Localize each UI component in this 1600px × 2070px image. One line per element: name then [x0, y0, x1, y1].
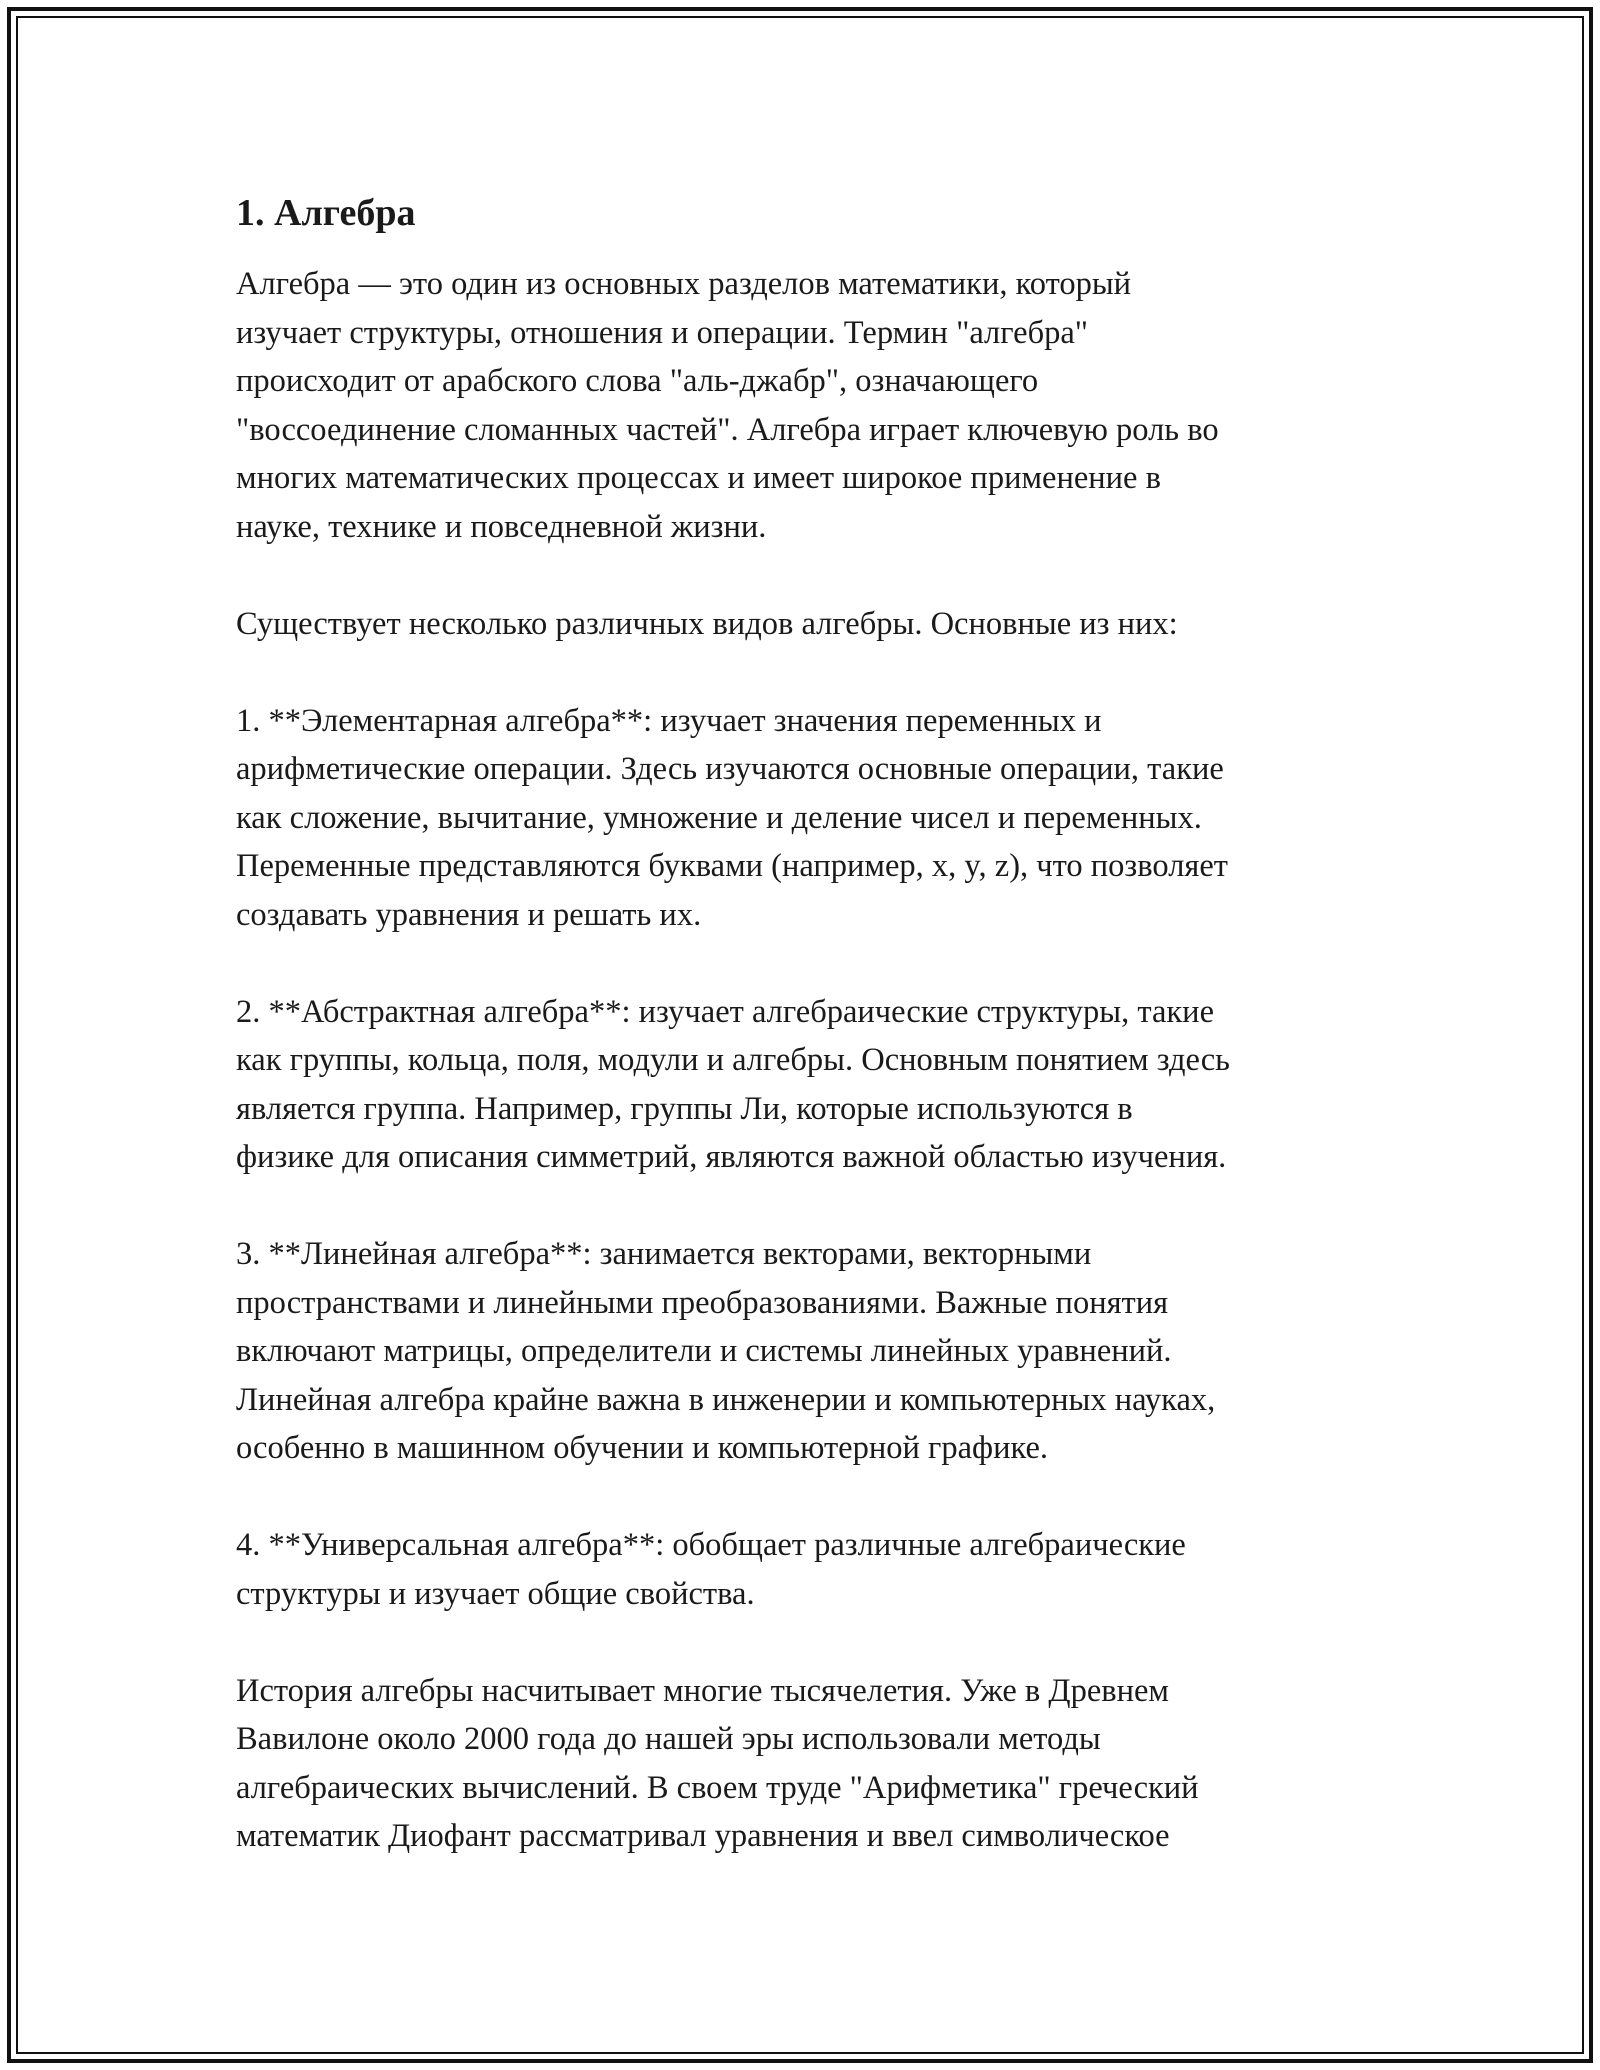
paragraph-universal-algebra: 4. **Универсальная алгебра**: обобщает различные алгебраические структуры и изучает общие свойства. [236, 1527, 1186, 1612]
paragraph-types-intro: Существует несколько различных видов алгебры. Основные из них: [236, 605, 1178, 642]
section-heading: 1. Алгебра [236, 192, 416, 234]
paragraph-linear-algebra: 3. **Линейная алгебра**: занимается векторами, векторными пространствами и линейными преобразованиями. Важные понятия включают матрицы, определители и системы линейных уравнений. Линейная алгебра крайне важна в инженерии и компьютерных науках, особенно в машинном обучении и компьютерной графике. [236, 1236, 1216, 1466]
paragraph-elementary-algebra: 1. **Элементарная алгебра**: изучает значения переменных и арифметические операции. Здесь изучаются основные операции, такие как сложение, вычитание, умножение и деление чисел и переменных. Переменные представляются буквами (например, x, y, z), что позволяет создавать уравнения и решать их. [236, 702, 1228, 933]
paragraph-abstract-algebra: 2. **Абстрактная алгебра**: изучает алгебраические структуры, такие как группы, кольца, поля, модули и алгебры. Основным понятием здесь является группа. Например, группы Ли, которые используются в физике для описания симметрий, являются важной областью изучения. [236, 993, 1230, 1175]
paragraph-history: История алгебры насчитывает многие тысячелетия. Уже в Древнем Вавилоне около 2000 года до нашей эры использовали методы алгебраических вычислений. В своем труде "Арифметика" греческий математик Диофант рассматривал уравнения и ввел символическое [236, 1672, 1199, 1854]
paragraph-intro: Алгебра — это один из основных разделов математики, который изучает структуры, отношения и операции. Термин "алгебра" происходит от арабского слова "аль-джабр", означающего "воссоединение сломанных частей". Алгебра играет ключевую роль во многих математических процессах и имеет широкое применение в науке, технике и повседневной жизни. [236, 266, 1219, 545]
document-body [236, 186, 1386, 1861]
